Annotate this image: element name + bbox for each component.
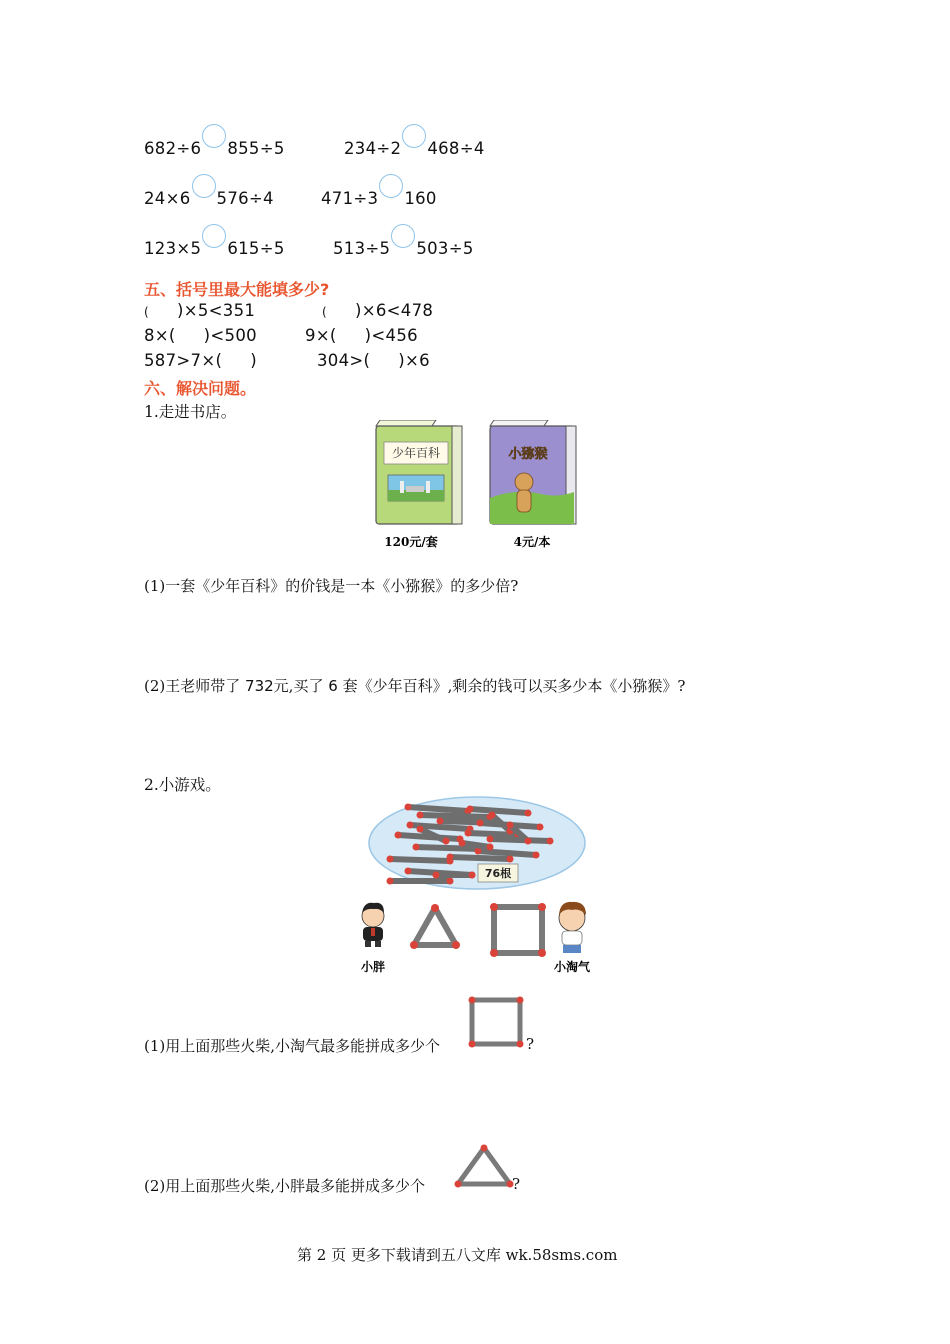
books-illustration (366, 420, 586, 555)
compare-circle[interactable] (192, 174, 216, 198)
question-1-1: (1)一套《少年百科》的价钱是一本《小猕猴》的多少倍? (144, 577, 519, 595)
boy-xiaopang-icon (362, 903, 384, 947)
problem1-title: 1.走进书店。 (144, 403, 237, 421)
expr: 304>( (317, 351, 371, 370)
expr: 9×( (305, 326, 337, 345)
expr-left: 513÷5 (333, 239, 391, 258)
paren-open: ( (144, 305, 149, 319)
q-number: 6 (328, 677, 338, 695)
expr-left: 24×6 (144, 189, 191, 208)
expr-right: 576÷4 (216, 189, 274, 208)
compare-row-2b (321, 182, 437, 208)
fill-row-2b (305, 326, 418, 345)
compare-circle[interactable] (402, 124, 426, 148)
expr-right: 160 (404, 189, 437, 208)
monkey-icon (515, 473, 533, 491)
paren-open: ( (322, 305, 327, 319)
boy-xiaotaoqi-icon (559, 902, 586, 953)
book2-price: 4元/本 (513, 535, 551, 549)
expr-left: 234÷2 (344, 139, 402, 158)
q-text: (1)用上面那些火柴,小淘气最多能拼成多少个 (144, 1037, 441, 1055)
compare-row-1b (344, 132, 485, 158)
q-text: 套《少年百科》,剩余的钱可以买多少本《小猕猴》? (342, 677, 686, 695)
compare-circle[interactable] (202, 224, 226, 248)
expr: 8×( (144, 326, 176, 345)
fill-row-1b (322, 301, 433, 320)
triangle-match-shape (410, 904, 460, 949)
q-text: (2)用上面那些火柴,小胖最多能拼成多少个 (144, 1177, 426, 1195)
expr-right: 855÷5 (227, 139, 285, 158)
compare-circle[interactable] (379, 174, 403, 198)
expr-left: 471÷3 (321, 189, 379, 208)
compare-circle[interactable] (202, 124, 226, 148)
page-footer: 第 2 页 更多下载请到五八文库 wk.58sms.com (297, 1246, 618, 1264)
expr: 587>7×( (144, 351, 223, 370)
question-2-2-end: ? (512, 1175, 521, 1193)
q-number: 732 (245, 677, 274, 695)
expr: ) (250, 351, 257, 370)
expr: )×5<351 (176, 301, 256, 320)
expr-left: 123×5 (144, 239, 202, 258)
compare-row-1 (144, 132, 285, 158)
expr: )<500 (203, 326, 257, 345)
expr: )×6<478 (354, 301, 434, 320)
compare-row-3 (144, 232, 285, 258)
q-text: (2)王老师带了 (144, 677, 241, 695)
question-2-1-end: ? (526, 1035, 535, 1053)
expr: )<456 (364, 326, 418, 345)
name-right: 小淘气 (553, 960, 591, 974)
question-1-2 (144, 675, 685, 696)
fill-row-3a (144, 351, 257, 370)
compare-row-3b (333, 232, 474, 258)
fill-row-2a (144, 326, 257, 345)
book2-title: 小猕猴 (508, 447, 548, 462)
matches-illustration (350, 795, 600, 980)
square-match-shape (490, 903, 546, 957)
compare-row-2 (144, 182, 274, 208)
question-2-2 (144, 1175, 425, 1196)
fill-row-1a (144, 301, 255, 320)
match-count: 76根 (484, 867, 512, 880)
problem2-title: 2.小游戏。 (144, 776, 221, 794)
fill-row-3b (317, 351, 430, 370)
q-text: 元,买了 (273, 677, 324, 695)
question-2-1 (144, 1035, 440, 1056)
book-icon (376, 420, 462, 524)
section6-title: 六、解决问题。 (144, 379, 257, 398)
expr-right: 615÷5 (227, 239, 285, 258)
section5-title: 五、括号里最大能填多少? (144, 280, 330, 299)
expr-right: 468÷4 (427, 139, 485, 158)
square-icon (468, 996, 526, 1048)
expr-left: 682÷6 (144, 139, 202, 158)
compare-circle[interactable] (391, 224, 415, 248)
book-icon (490, 420, 576, 524)
expr: )×6 (398, 351, 430, 370)
expr-right: 503÷5 (416, 239, 474, 258)
name-left: 小胖 (360, 960, 386, 974)
book1-title: 少年百科 (391, 446, 441, 460)
triangle-icon (452, 1143, 516, 1189)
book1-price: 120元/套 (384, 535, 438, 549)
